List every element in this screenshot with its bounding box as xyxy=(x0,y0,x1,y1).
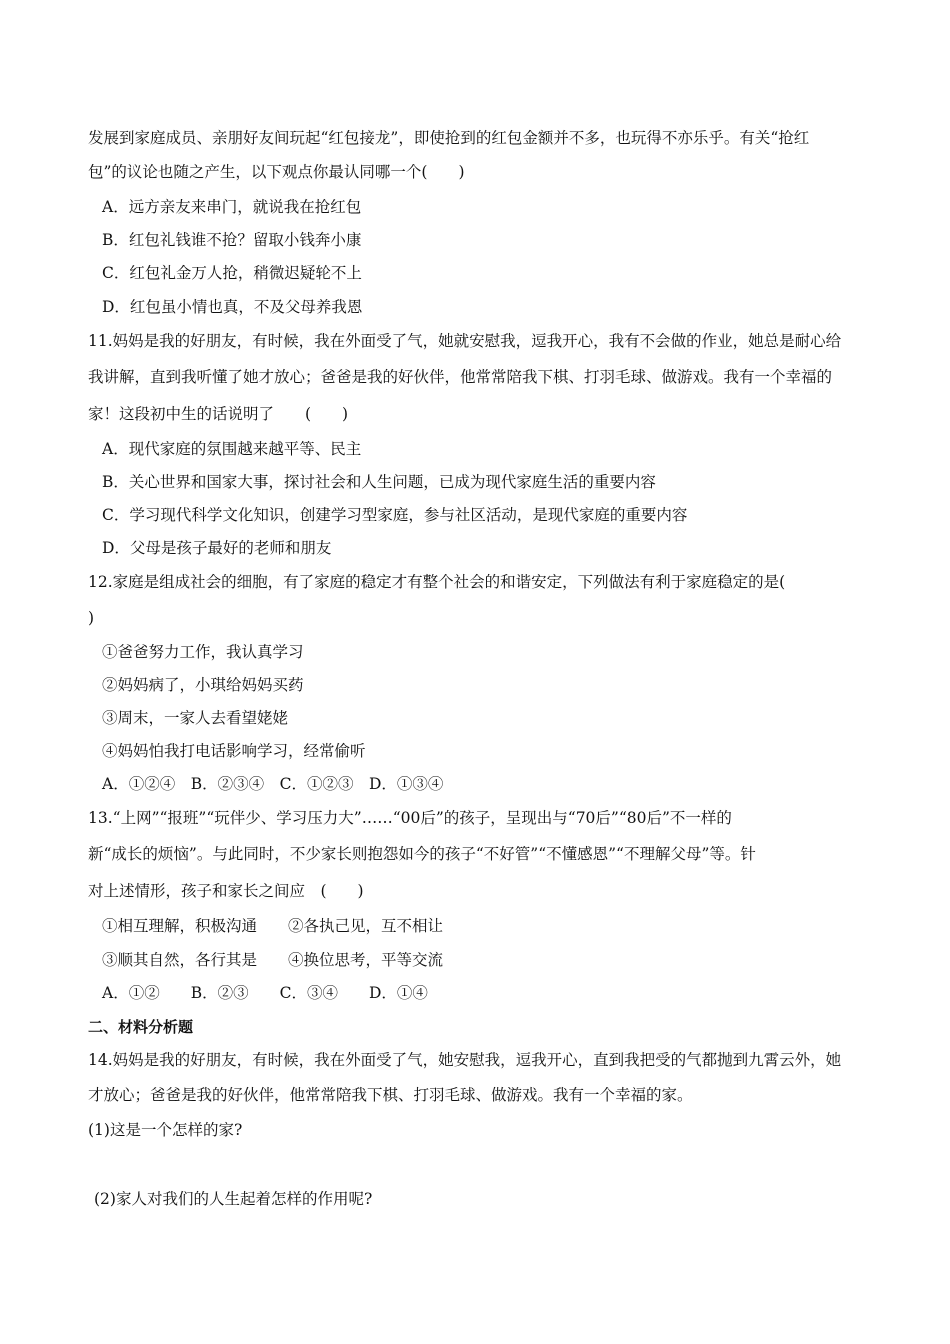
q11-stem-line-1: 11.妈妈是我的好朋友，有时候，我在外面受了气，她就安慰我，逗我开心，我有不会做的作业，她总是耐心给 xyxy=(88,332,842,350)
q12-stem-line-2: ) xyxy=(88,609,95,627)
q12-options: A．①②④ B．②③④ C．①②③ D．①③④ xyxy=(102,775,444,793)
q12-stem-line-1: 12.家庭是组成社会的细胞，有了家庭的稳定才有整个社会的和谐安定，下列做法有利于家庭稳定的是( xyxy=(88,573,786,591)
q12-item-3: ③周末，一家人去看望姥姥 xyxy=(102,709,289,727)
q12-item-1: ①爸爸努力工作，我认真学习 xyxy=(102,643,304,661)
q11-stem-line-3: 家！这段初中生的话说明了 ( ) xyxy=(88,405,349,423)
q11-option-d: D．父母是孩子最好的老师和朋友 xyxy=(102,539,332,557)
q11-option-b: B．关心世界和国家大事，探讨社会和人生问题，已成为现代家庭生活的重要内容 xyxy=(102,473,656,491)
q13-options: A．①② B．②③ C．③④ D．①④ xyxy=(102,984,428,1002)
q13-stem-line-2: 新“成长的烦恼”。与此同时，不少家长则抱怨如今的孩子“不好管”“不懂感恩”“不理解父母”等。针 xyxy=(88,845,756,863)
q10-stem-line-1: 发展到家庭成员、亲朋好友间玩起“红包接龙”，即使抢到的红包金额并不多，也玩得不亦乐乎。有关“抢红 xyxy=(88,129,810,147)
q14-stem-line-2: 才放心；爸爸是我的好伙伴，他常常陪我下棋、打羽毛球、做游戏。我有一个幸福的家。 xyxy=(88,1086,693,1104)
q10-option-b: B．红包礼钱谁不抢？留取小钱奔小康 xyxy=(102,231,362,249)
q14-sub-question-1: (1)这是一个怎样的家? xyxy=(88,1121,243,1139)
q13-stem-line-3: 对上述情形，孩子和家长之间应 ( ) xyxy=(88,882,364,900)
q11-stem-line-2: 我讲解，直到我听懂了她才放心；爸爸是我的好伙伴，他常常陪我下棋、打羽毛球、做游戏。我有一个幸福的 xyxy=(88,368,833,386)
q13-stem-line-1: 13.“上网”“报班”“玩伴少、学习压力大”……“00后”的孩子，呈现出与“70后”“80后”不一样的 xyxy=(88,809,732,827)
q11-option-c: C．学习现代科学文化知识，创建学习型家庭，参与社区活动，是现代家庭的重要内容 xyxy=(102,506,688,524)
q14-sub-question-2: (2)家人对我们的人生起着怎样的作用呢? xyxy=(94,1190,373,1208)
q11-option-a: A．现代家庭的氛围越来越平等、民主 xyxy=(102,440,362,458)
q14-stem-line-1: 14.妈妈是我的好朋友，有时候，我在外面受了气，她安慰我，逗我开心，直到我把受的气都抛到九霄云外，她 xyxy=(88,1051,842,1069)
q12-item-2: ②妈妈病了，小琪给妈妈买药 xyxy=(102,676,304,694)
q10-stem-line-2: 包”的议论也随之产生，以下观点你最认同哪一个( ) xyxy=(88,163,465,181)
q13-items-row-1: ①相互理解，积极沟通 ②各执己见，互不相让 xyxy=(102,917,444,935)
section-heading: 二、材料分析题 xyxy=(88,1018,194,1036)
q10-option-d: D．红包虽小情也真，不及父母养我恩 xyxy=(102,298,363,316)
q12-item-4: ④妈妈怕我打电话影响学习，经常偷听 xyxy=(102,742,366,760)
q10-option-c: C．红包礼金万人抢，稍微迟疑轮不上 xyxy=(102,264,362,282)
q13-items-row-2: ③顺其自然，各行其是 ④换位思考，平等交流 xyxy=(102,951,444,969)
q10-option-a: A．远方亲友来串门，就说我在抢红包 xyxy=(102,198,362,216)
